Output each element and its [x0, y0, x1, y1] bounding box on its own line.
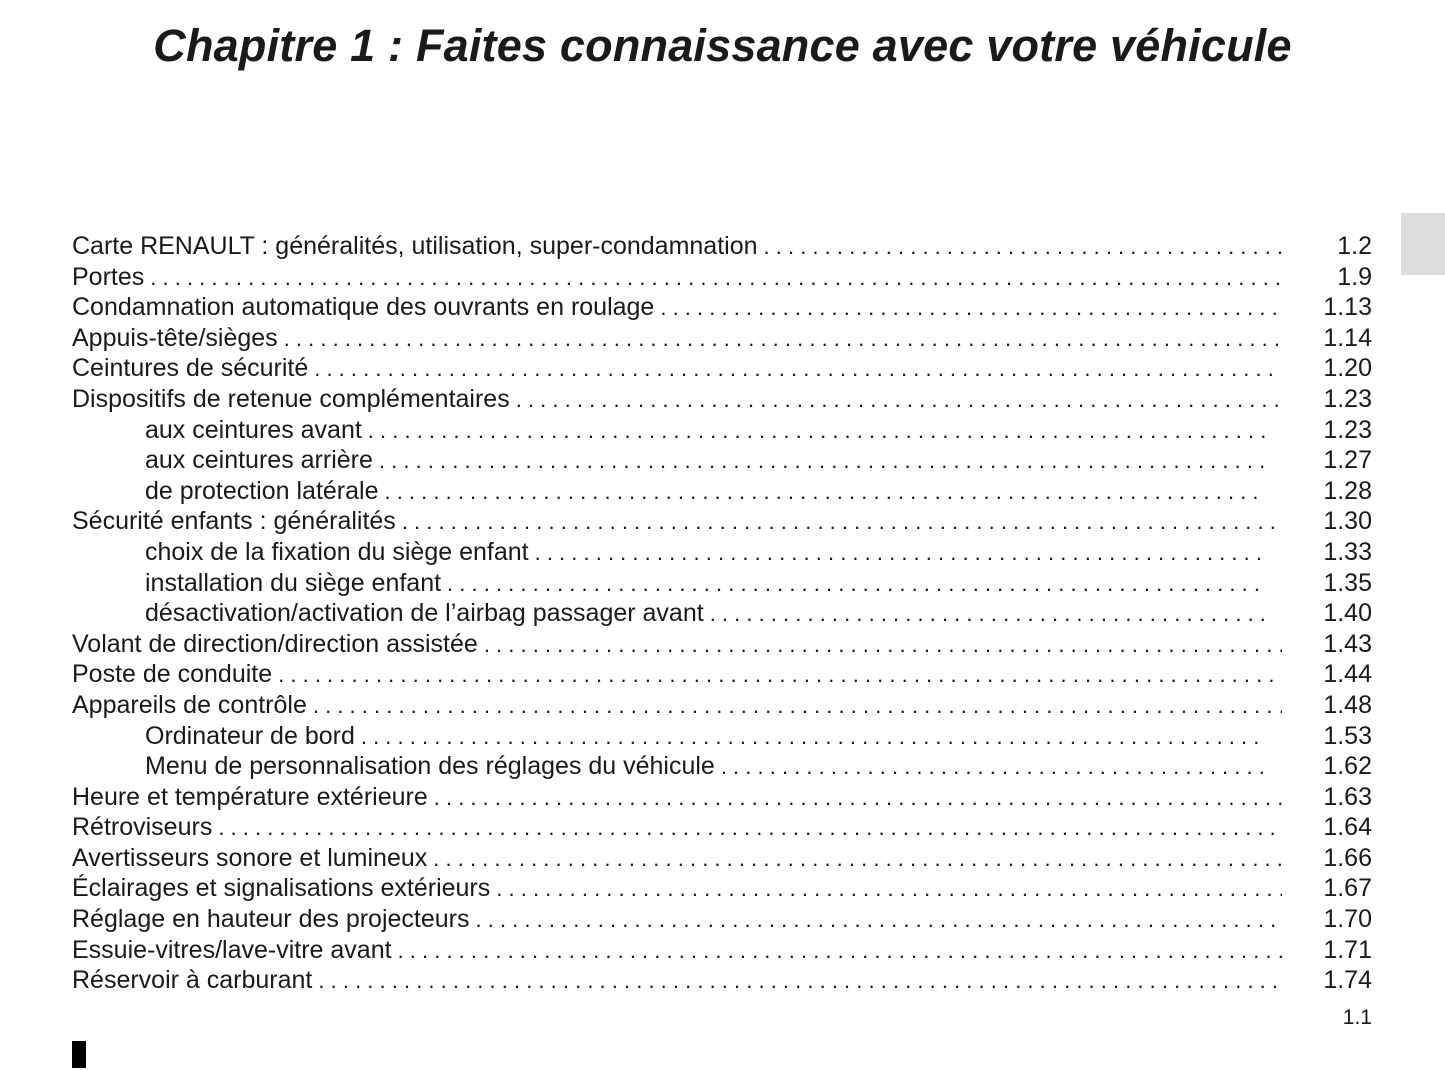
toc-entry[interactable] [72, 935, 1372, 966]
toc-entry-label: Heure et température extérieure [72, 782, 428, 811]
toc-dot-leader [368, 415, 1266, 447]
toc-entry-page: 1.28 [1323, 476, 1372, 505]
toc-entry-label: Appareils de contrôle [72, 690, 307, 719]
toc-entry-page: 1.70 [1323, 905, 1372, 934]
toc-entry-label: Réservoir à carburant [72, 966, 313, 995]
toc-entry[interactable] [72, 965, 1372, 996]
toc-entry[interactable] [72, 231, 1372, 262]
toc-entry[interactable] [72, 537, 1372, 568]
toc-entry-label: Réglage en hauteur des projecteurs [72, 905, 470, 934]
toc-entry[interactable] [72, 812, 1372, 843]
toc-entry[interactable] [72, 598, 1372, 629]
toc-entry-page: 1.23 [1323, 415, 1372, 444]
toc-dot-leader [496, 873, 1282, 905]
toc-entry-label: Ordinateur de bord [145, 721, 355, 750]
toc-dot-leader [313, 690, 1282, 722]
toc-entry-page: 1.13 [1323, 293, 1372, 322]
toc-dot-leader [721, 751, 1266, 783]
toc-entry-page: 1.53 [1323, 721, 1372, 750]
toc-entry-label: Éclairages et signalisations extérieurs [72, 874, 491, 903]
chapter-side-tab [1401, 213, 1445, 275]
toc-dot-leader [516, 384, 1282, 416]
toc-entry-label: Appuis-tête/sièges [72, 323, 278, 352]
toc-entry[interactable] [72, 476, 1372, 507]
toc-entry-page: 1.23 [1323, 384, 1372, 413]
toc-entry-page: 1.20 [1323, 354, 1372, 383]
toc-entry[interactable] [72, 873, 1372, 904]
toc-dot-leader [434, 782, 1282, 814]
toc-dot-leader [710, 598, 1266, 630]
toc-dot-leader [384, 476, 1266, 508]
toc-entry-page: 1.14 [1323, 323, 1372, 352]
toc-dot-leader [476, 904, 1283, 936]
toc-entry-page: 1.64 [1323, 813, 1372, 842]
toc-entry-label: Essuie-vitres/lave-vitre avant [72, 935, 392, 964]
toc-entry[interactable] [72, 629, 1372, 660]
table-of-contents [72, 231, 1372, 996]
toc-dot-leader [535, 537, 1266, 569]
toc-dot-leader [398, 935, 1282, 967]
toc-entry[interactable] [72, 782, 1372, 813]
toc-dot-leader [484, 629, 1282, 661]
toc-entry-label: de protection latérale [145, 476, 379, 505]
chapter-title: Chapitre 1 : Faites connaissance avec votre véhicule [153, 20, 1292, 71]
toc-entry-page: 1.43 [1323, 629, 1372, 658]
toc-entry-label: Avertisseurs sonore et lumineux [72, 843, 428, 872]
toc-dot-leader [764, 231, 1282, 263]
toc-entry-label: Poste de conduite [72, 660, 273, 689]
toc-entry-page: 1.27 [1323, 446, 1372, 475]
toc-entry-label: Dispositifs de retenue complémentaires [72, 384, 510, 413]
toc-entry-page: 1.62 [1323, 752, 1372, 781]
toc-entry-page: 1.48 [1323, 690, 1372, 719]
toc-entry-page: 1.67 [1323, 874, 1372, 903]
toc-entry[interactable] [72, 445, 1372, 476]
toc-entry-page: 1.2 [1337, 232, 1372, 260]
toc-entry[interactable] [72, 904, 1372, 935]
toc-dot-leader [318, 965, 1282, 997]
corner-print-mark [72, 1041, 86, 1068]
toc-entry-label: Carte RENAULT : généralités, utilisation, super-condamnation [72, 232, 758, 260]
toc-entry-page: 1.66 [1323, 843, 1372, 872]
toc-entry-page: 1.35 [1323, 568, 1372, 597]
toc-entry[interactable] [72, 384, 1372, 415]
toc-entry-label: aux ceintures avant [145, 415, 362, 444]
toc-entry[interactable] [72, 659, 1372, 690]
toc-entry-label: installation du siège enfant [145, 568, 442, 597]
toc-entry[interactable] [72, 323, 1372, 354]
toc-entry[interactable] [72, 568, 1372, 599]
toc-entry[interactable] [72, 843, 1372, 874]
toc-dot-leader [402, 506, 1282, 538]
toc-dot-leader [660, 292, 1282, 324]
toc-dot-leader [361, 721, 1266, 753]
toc-entry-label: choix de la fixation du siège enfant [145, 537, 529, 566]
toc-entry-page: 1.33 [1323, 537, 1372, 566]
toc-entry-page: 1.30 [1323, 507, 1372, 536]
toc-entry[interactable] [72, 690, 1372, 721]
toc-entry-page: 1.9 [1337, 262, 1372, 291]
toc-entry-page: 1.74 [1323, 966, 1372, 995]
toc-entry-label: Volant de direction/direction assistée [72, 629, 478, 658]
toc-entry[interactable] [72, 415, 1372, 446]
toc-entry-page: 1.40 [1323, 599, 1372, 628]
toc-dot-leader [447, 568, 1266, 600]
toc-entry-label: Sécurité enfants : généralités [72, 507, 396, 536]
toc-entry[interactable] [72, 353, 1372, 384]
toc-dot-leader [314, 353, 1282, 385]
toc-entry-page: 1.44 [1323, 660, 1372, 689]
toc-dot-leader [433, 843, 1282, 875]
toc-entry-page: 1.63 [1323, 782, 1372, 811]
toc-dot-leader [379, 445, 1266, 477]
toc-entry[interactable] [72, 292, 1372, 323]
toc-dot-leader [150, 262, 1282, 294]
toc-entry-label: aux ceintures arrière [145, 446, 373, 475]
toc-dot-leader [278, 659, 1282, 691]
toc-dot-leader [218, 812, 1282, 844]
toc-entry[interactable] [72, 506, 1372, 537]
toc-entry-page: 1.71 [1323, 935, 1372, 964]
toc-entry-label: Portes [72, 262, 145, 291]
toc-entry-label: Rétroviseurs [72, 813, 213, 842]
page-number: 1.1 [1342, 1006, 1372, 1029]
toc-entry-label: Ceintures de sécurité [72, 354, 309, 383]
toc-dot-leader [284, 323, 1282, 355]
toc-entry-label: Menu de personnalisation des réglages du véhicule [145, 752, 715, 781]
toc-entry[interactable] [72, 262, 1372, 293]
toc-entry-label: désactivation/activation de l’airbag passager avant [145, 599, 704, 628]
toc-entry[interactable] [72, 751, 1372, 782]
toc-entry[interactable] [72, 721, 1372, 752]
toc-entry-label: Condamnation automatique des ouvrants en roulage [72, 293, 655, 322]
